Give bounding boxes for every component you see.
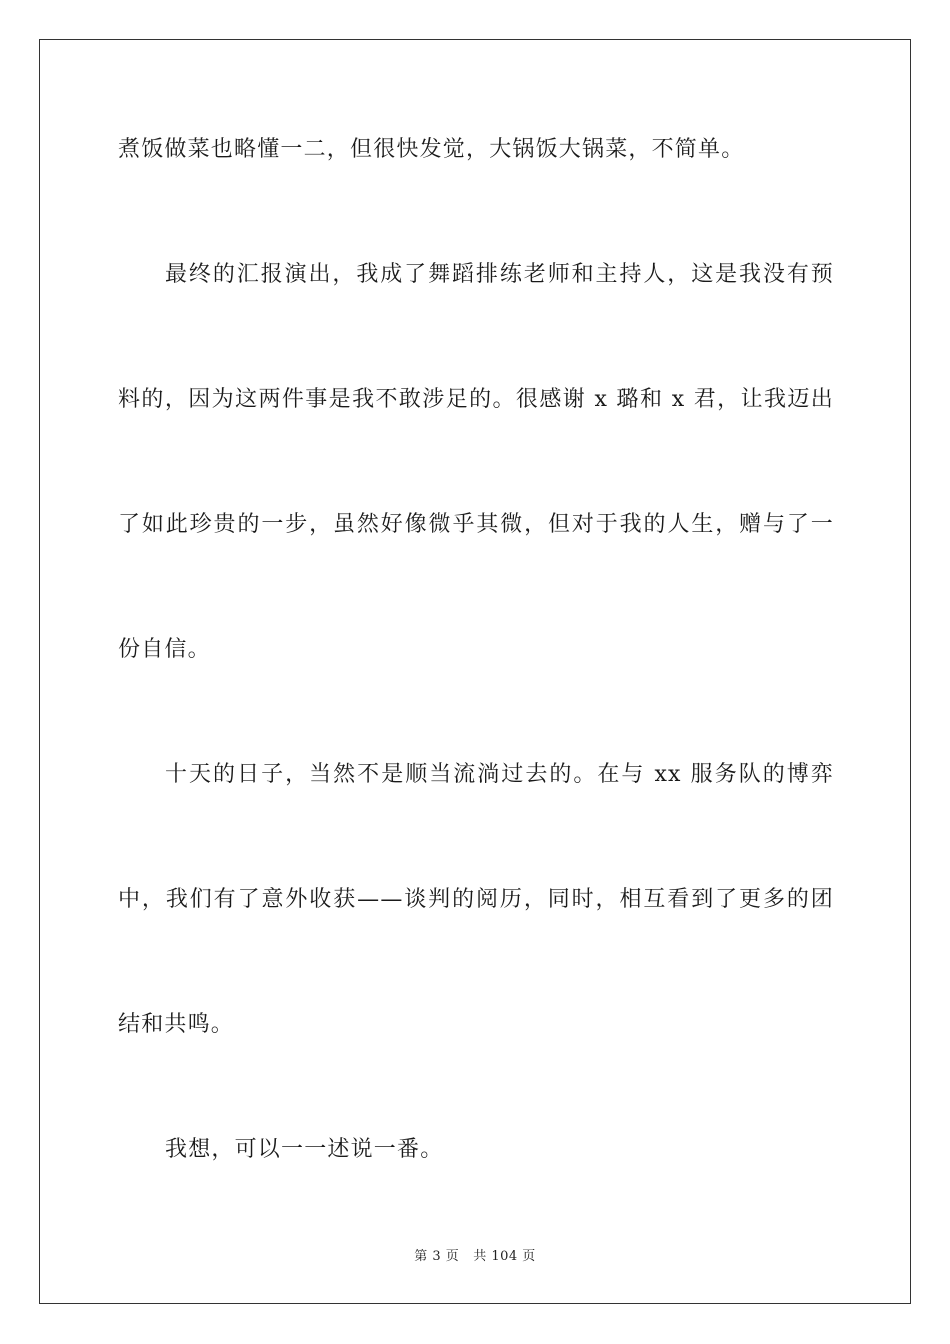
paragraph-line: 料的，因为这两件事是我不敢涉足的。很感谢 x 璐和 x 君，让我迈出 — [118, 387, 834, 412]
paragraph-line: 十天的日子，当然不是顺当流淌过去的。在与 xx 服务队的博弈 — [165, 762, 834, 787]
paragraph-line: 中，我们有了意外收获——谈判的阅历，同时，相互看到了更多的团 — [118, 887, 834, 912]
paragraph-line: 最终的汇报演出，我成了舞蹈排练老师和主持人，这是我没有预 — [165, 262, 834, 287]
paragraph-line: 了如此珍贵的一步，虽然好像微乎其微，但对于我的人生，赠与了一 — [118, 512, 834, 537]
paragraph-line: 我想，可以一一述说一番。 — [165, 1137, 444, 1162]
paragraph-line: 份自信。 — [118, 637, 211, 662]
page-total: 共 104 页 — [473, 1249, 536, 1264]
page-border — [39, 39, 911, 1304]
paragraph-line: 结和共鸣。 — [118, 1012, 235, 1037]
page-footer — [0, 1249, 950, 1265]
page-number: 第 3 页 — [414, 1249, 460, 1264]
paragraph-line: 煮饭做菜也略懂一二，但很快发觉，大锅饭大锅菜，不简单。 — [118, 137, 745, 162]
